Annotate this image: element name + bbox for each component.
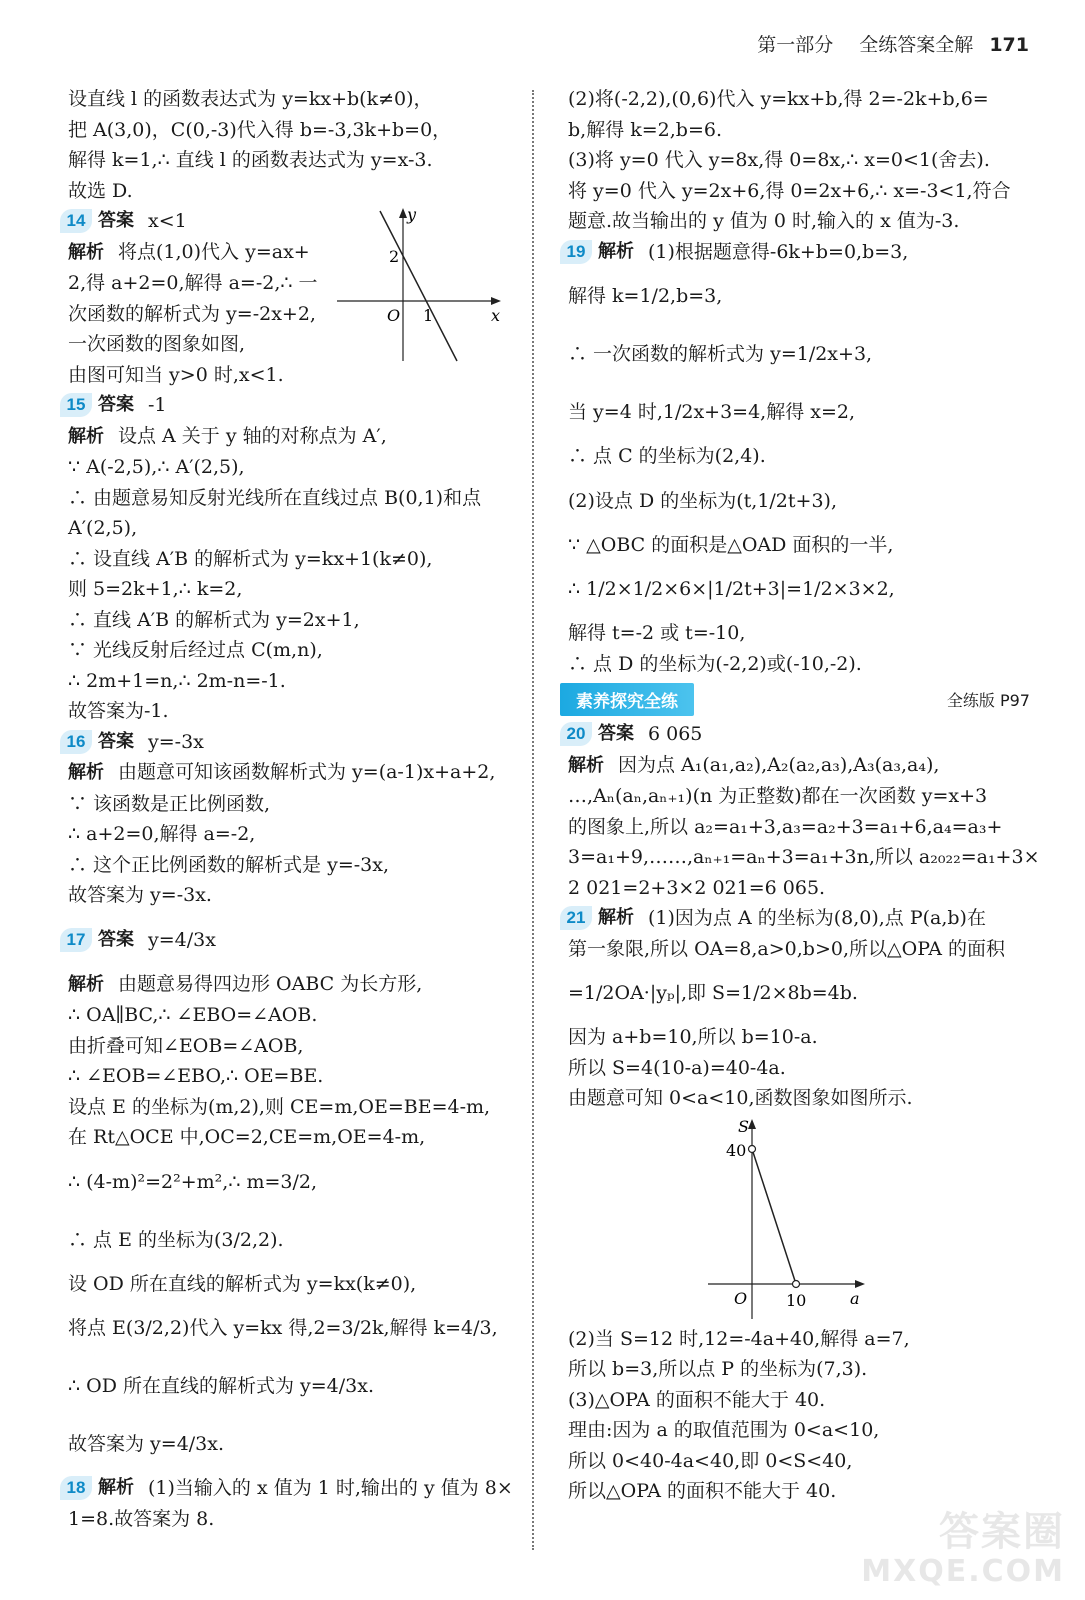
text-line: (2)设点 D 的坐标为(t,1/2t+3), (568, 489, 837, 512)
text-line: 将 y=0 代入 y=2x+6,得 0=2x+6,∴ x=-3<1,符合 (568, 179, 1011, 202)
open-endpoint (749, 1145, 756, 1152)
text-line: …,Aₙ(aₙ,aₙ₊₁)(n 为正整数)都在一次函数 y=x+3 (568, 785, 988, 807)
text-line: 所以 b=3,所以点 P 的坐标为(7,3). (568, 1358, 868, 1380)
text-line: 则 5=2k+1,∴ k=2, (68, 578, 243, 600)
text-line: 理由:因为 a 的取值范围为 0<a<10, (568, 1419, 880, 1441)
x-intercept-label: 1 (423, 306, 434, 325)
text-line: ∴ 点 C 的坐标为(2,4). (568, 445, 766, 467)
page-header (757, 30, 1029, 57)
text-line: A′(2,5), (68, 517, 138, 539)
section-label: 第一部分 (757, 34, 834, 56)
text-line: ∴ 这个正比例函数的解析式是 y=-3x, (68, 853, 389, 876)
column-divider (532, 90, 534, 1550)
watermark-text: 答案圈 (939, 1509, 1065, 1555)
question-number: 16 (60, 730, 92, 754)
text-line: (1)因为点 A 的坐标为(8,0),点 P(a,b)在 (648, 907, 986, 929)
text-line: 故选 D. (68, 179, 133, 202)
watermark-url: MXQE.COM (861, 1554, 1065, 1589)
question-number: 18 (60, 1476, 92, 1500)
text-line: 当 y=4 时,1/2x+3=4,解得 x=2, (568, 401, 856, 423)
text-line: 的图象上,所以 a₂=a₁+3,a₃=a₂+3=a₁+6,a₄=a₃+ (568, 815, 1003, 838)
x-intercept-label: 10 (786, 1290, 807, 1310)
answer-value: 6 065 (648, 723, 703, 745)
text-line: 由题意易得四边形 OABC 为长方形, (118, 972, 423, 995)
x-arrow (855, 1280, 865, 1288)
text-line: 将点(1,0)代入 y=ax+ (118, 240, 310, 263)
text-line: ∴ 直线 A′B 的解析式为 y=2x+1, (68, 608, 360, 631)
text-line: ∴ a+2=0,解得 a=-2, (68, 823, 256, 845)
text-line: ∵ 该函数是正比例函数, (68, 792, 271, 815)
answer-value: y=4/3x (148, 928, 216, 951)
text-line: 因为 a+b=10,所以 b=10-a. (568, 1026, 818, 1048)
solution-label: 解析 (68, 425, 104, 447)
solution-label: 解析 (68, 241, 104, 263)
text-line: 解得 k=1/2,b=3, (568, 285, 723, 307)
text-line: 由题意可知该函数解析式为 y=(a-1)x+a+2, (118, 761, 496, 783)
watermark (861, 1509, 1065, 1592)
text-line: (1)当输入的 x 值为 1 时,输出的 y 值为 8× (148, 1477, 513, 1499)
question-20 (560, 719, 1040, 903)
text-line: 2 021=2+3×2 021=6 065. (568, 876, 826, 899)
edition-label: 全练版 P97 (946, 690, 1030, 710)
question-number: 20 (560, 722, 592, 746)
question-18 (60, 1473, 520, 1534)
y-arrow (748, 1119, 756, 1129)
question-number: 15 (60, 393, 92, 417)
answer-value: x<1 (148, 210, 187, 232)
y-arrow (399, 208, 407, 218)
text-line: 设点 E 的坐标为(m,2),则 CE=m,OE=BE=4-m, (68, 1095, 491, 1118)
open-endpoint (793, 1280, 800, 1287)
text-line: 设直线 l 的函数表达式为 y=kx+b(k≠0)， (68, 88, 433, 110)
question-number: 19 (560, 240, 592, 264)
text-line: 故答案为 y=-3x. (68, 884, 212, 906)
text-line: ∴ 一次函数的解析式为 y=1/2x+3, (568, 343, 873, 365)
text-line: 所以△OPA 的面积不能大于 40. (568, 1480, 837, 1502)
text-line: 由题意可知 0<a<10,函数图象如图所示. (568, 1087, 913, 1109)
text-line: (2)将(-2,2),(0,6)代入 y=kx+b,得 2=-2k+b,6= (568, 88, 989, 110)
question-15 (60, 390, 520, 727)
solution-label: 解析 (568, 754, 604, 776)
answer-label: 答案 (98, 928, 134, 950)
text-line: 题意.故当输出的 y 值为 0 时,输入的 x 值为-3. (568, 210, 960, 232)
question-number: 21 (560, 906, 592, 930)
solution-label: 解析 (68, 973, 104, 995)
text-line: ∴ 设直线 A′B 的解析式为 y=kx+1(k≠0), (68, 547, 433, 570)
text-line: 解得 t=-2 或 t=-10, (568, 622, 746, 644)
text-line: ∴ (4-m)²=2²+m²,∴ m=3/2, (68, 1170, 317, 1193)
text-line: 在 Rt△OCE 中,OC=2,CE=m,OE=4-m, (68, 1126, 426, 1148)
text-line: ∵ A(-2,5),∴ A′(2,5), (68, 456, 245, 478)
text-line: 故答案为 y=4/3x. (68, 1433, 225, 1455)
y-axis-label: y (407, 206, 417, 224)
right-column (560, 84, 1040, 1507)
text-line: 2,得 a+2=0,解得 a=-2,∴ 一 (68, 272, 318, 294)
text-line: ∴ 1/2×1/2×6×|1/2t+3|=1/2×3×2, (568, 578, 895, 600)
text-line: 设 OD 所在直线的解析式为 y=kx(k≠0), (68, 1272, 417, 1295)
text-line: ∵ 光线反射后经过点 C(m,n), (68, 639, 323, 661)
header-title: 全练答案全解 (859, 34, 974, 56)
answer-value: y=-3x (148, 730, 204, 753)
text-line: ∴ 由题意易知反射光线所在直线过点 B(0,1)和点 (68, 486, 482, 509)
text-line: (2)当 S=12 时,12=-4a+40,解得 a=7, (568, 1327, 910, 1350)
text-line: 由折叠可知∠EOB=∠AOB, (68, 1034, 304, 1057)
question-14 (60, 206, 520, 390)
section-banner-row (560, 679, 1030, 719)
text-line: 将点 E(3/2,2)代入 y=kx 得,2=3/2k,解得 k=4/3, (68, 1317, 498, 1339)
text-line: 因为点 A₁(a₁,a₂),A₂(a₂,a₃),A₃(a₃,a₄), (618, 753, 940, 776)
solution-label: 解析 (598, 907, 634, 928)
solution-label: 解析 (598, 240, 634, 262)
text-line: 解得 k=1,∴ 直线 l 的函数表达式为 y=x-3. (68, 149, 433, 171)
origin-label: O (734, 1288, 748, 1308)
page-number: 171 (989, 34, 1029, 56)
question-17 (60, 911, 520, 1474)
function-segment (752, 1149, 796, 1284)
text-line: b,解得 k=2,b=6. (568, 118, 723, 141)
function-line (380, 211, 457, 361)
text-line: ∴ 点 E 的坐标为(3/2,2). (68, 1228, 284, 1251)
question-21 (560, 903, 1030, 1507)
text-line: 1=8.故答案为 8. (68, 1507, 215, 1530)
question-19 (560, 237, 1030, 680)
x-axis-label: a (850, 1288, 860, 1308)
y-intercept-label: 2 (389, 247, 400, 266)
section-banner: 素养探究全练 (560, 683, 694, 716)
answer-label: 答案 (98, 210, 134, 231)
text-line: 所以 S=4(10-a)=40-4a. (568, 1056, 786, 1079)
answer-label: 答案 (98, 394, 134, 415)
text-line: 3=a₁+9,……,aₙ₊₁=aₙ+3=a₁+3n,所以 a₂₀₂₂=a₁+3× (568, 846, 1040, 868)
text-line: 所以 0<40-4a<40,即 0<S<40, (568, 1449, 853, 1472)
text-line: (1)根据题意得-6k+b=0,b=3, (648, 240, 909, 263)
x-axis-label: x (491, 306, 501, 325)
question-16 (60, 727, 520, 911)
text-line: 故答案为-1. (68, 700, 169, 722)
text-line: 一次函数的图象如图, (68, 333, 246, 355)
graph-21 (700, 1114, 880, 1324)
text-line: ∴ ∠EOB=∠EBO,∴ OE=BE. (68, 1065, 324, 1087)
text-line: (3)△OPA 的面积不能大于 40. (568, 1388, 826, 1411)
left-column (60, 84, 520, 1534)
text-line: ∴ 2m+1=n,∴ 2m-n=-1. (68, 669, 286, 692)
x-arrow (491, 297, 501, 305)
text-line: 第一象限,所以 OA=8,a>0,b>0,所以△OPA 的面积 (568, 937, 1006, 960)
question-number: 14 (60, 209, 92, 233)
text-line: ∴ 点 D 的坐标为(-2,2)或(-10,-2). (568, 652, 862, 675)
text-line: ∵ △OBC 的面积是△OAD 面积的一半, (568, 533, 894, 556)
text-line: ∴ OD 所在直线的解析式为 y=4/3x. (68, 1375, 375, 1397)
text-line: =1/2OA·|yₚ|,即 S=1/2×8b=4b. (568, 982, 858, 1004)
solution-label: 解析 (68, 762, 104, 783)
answer-value: -1 (148, 394, 167, 416)
text-line: 把 A(3,0)，C(0,-3)代入得 b=-3,3k+b=0， (68, 118, 452, 141)
answer-label: 答案 (98, 730, 134, 752)
answer-label: 答案 (598, 723, 634, 744)
y-axis-label: S (738, 1116, 749, 1136)
origin-label: O (387, 306, 401, 325)
graph-14 (335, 206, 505, 366)
text-line: 设点 A 关于 y 轴的对称点为 A′, (118, 424, 387, 447)
question-number: 17 (60, 928, 92, 952)
solution-label: 解析 (98, 1477, 134, 1498)
y-intercept-label: 40 (726, 1140, 747, 1160)
text-line: 由图可知当 y>0 时,x<1. (68, 363, 284, 386)
text-line: ∴ OA∥BC,∴ ∠EBO=∠AOB. (68, 1004, 318, 1026)
text-line: 次函数的解析式为 y=-2x+2, (68, 302, 316, 325)
text-line: (3)将 y=0 代入 y=8x,得 0=8x,∴ x=0<1(舍去). (568, 149, 990, 171)
